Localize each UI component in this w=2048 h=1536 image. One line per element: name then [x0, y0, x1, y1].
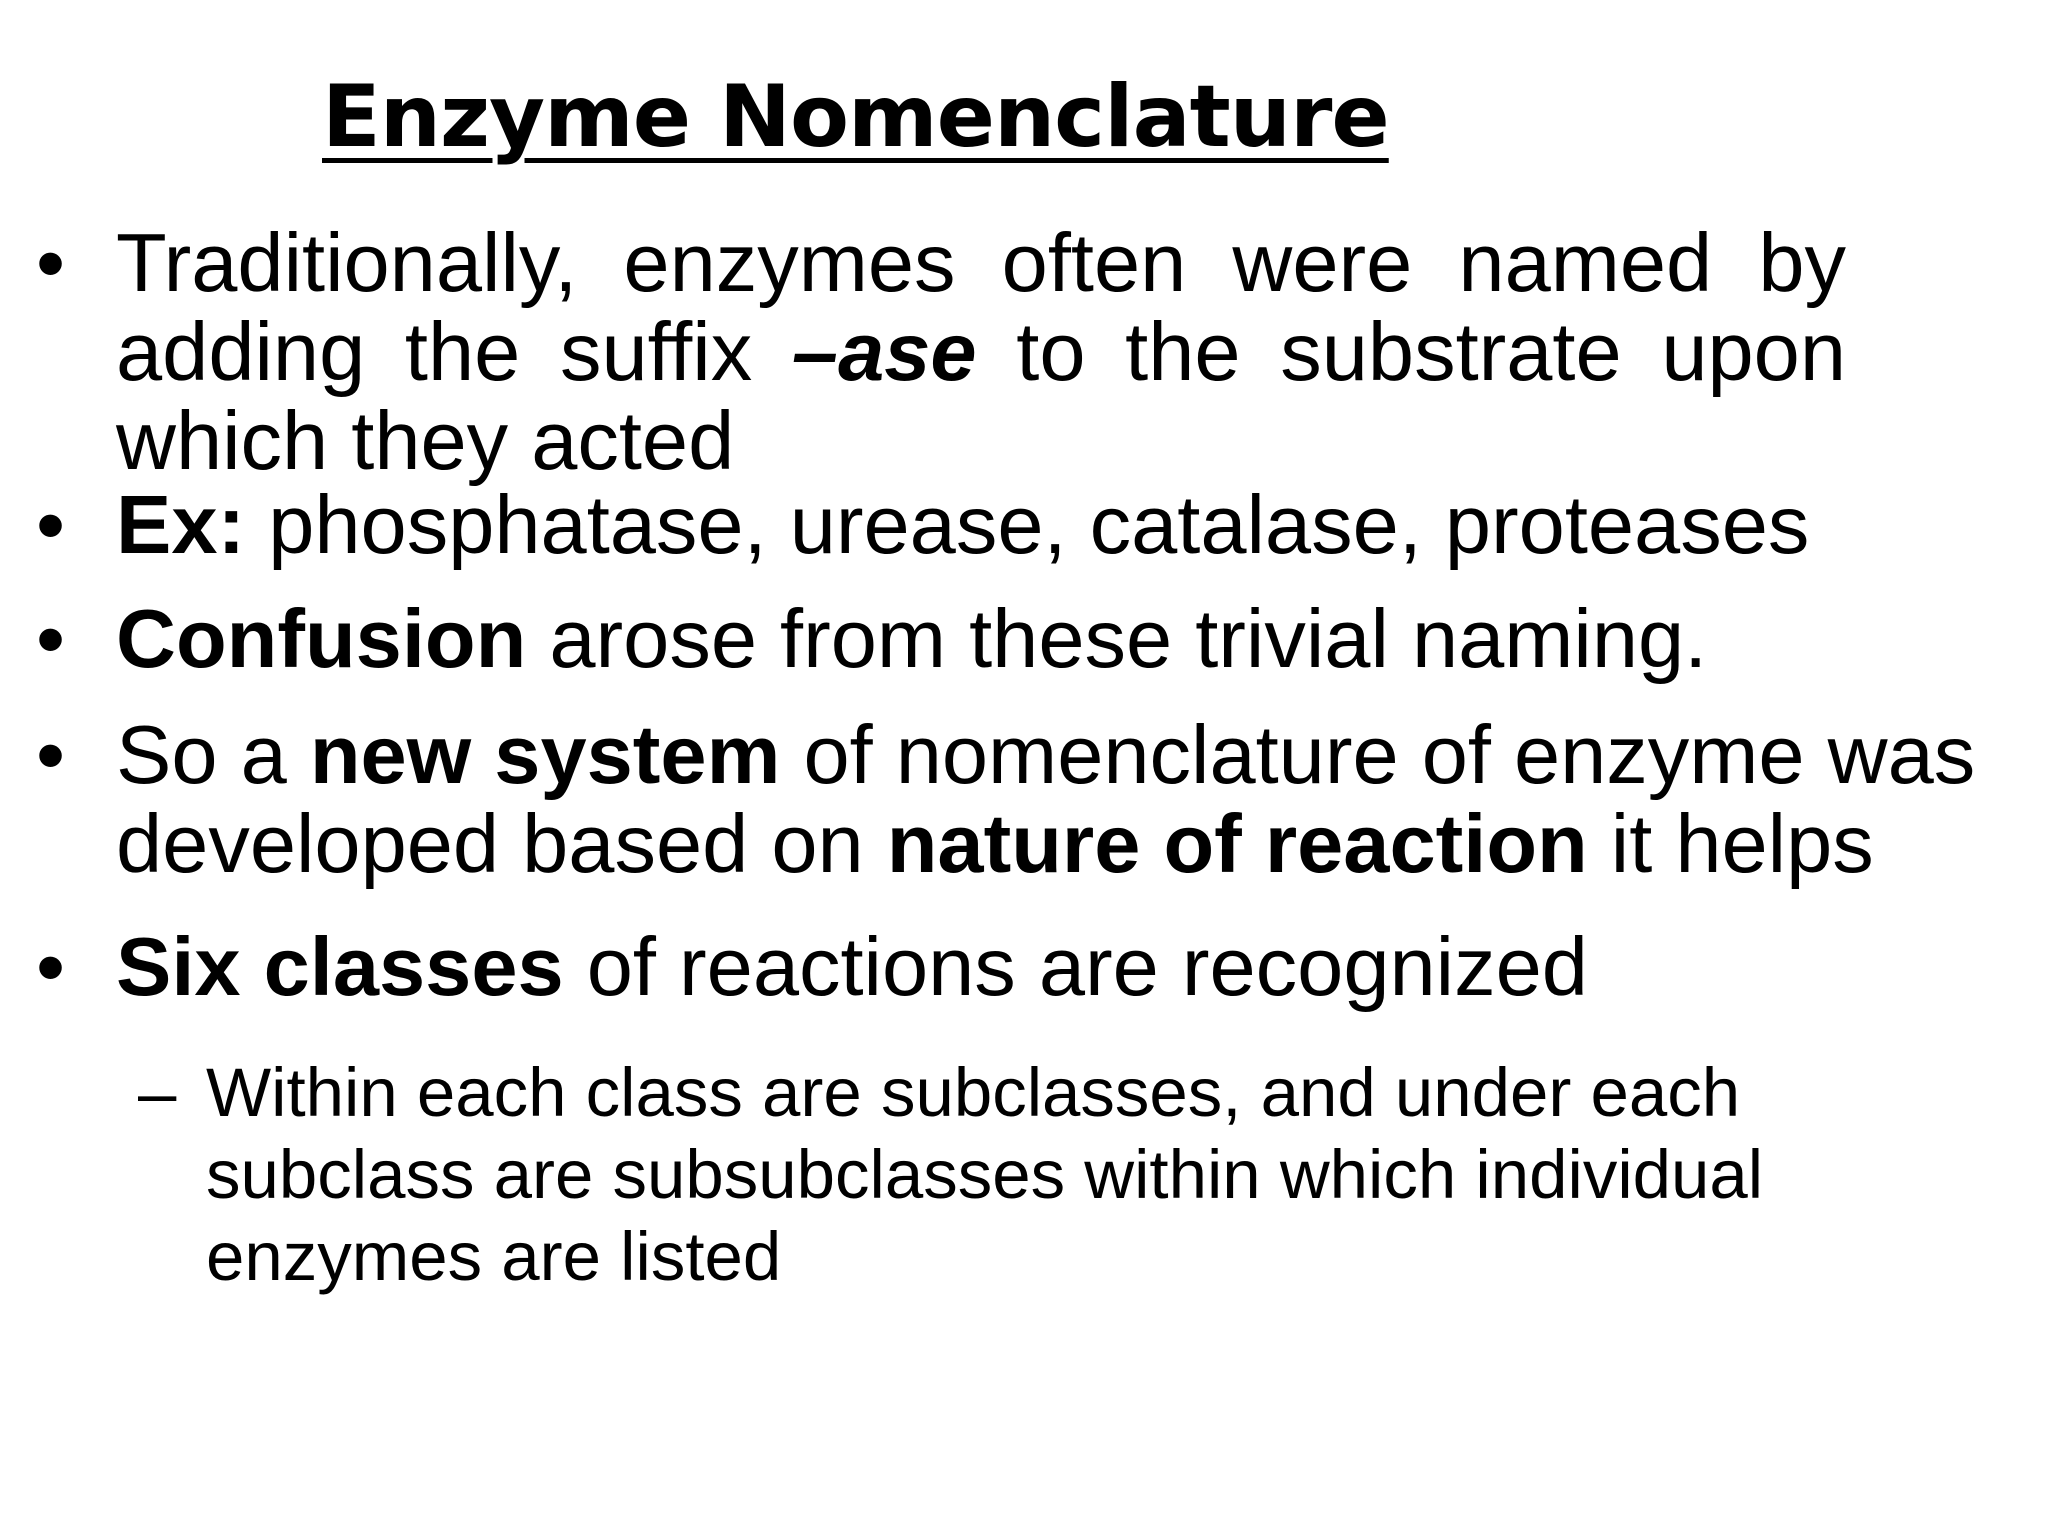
bullet-line: which they acted [116, 394, 735, 487]
bullet-marker: • [36, 920, 66, 1013]
bullet-bold-text: Ex: [116, 478, 246, 571]
bullet-text: of reactions are recognized [563, 920, 1588, 1013]
bullet-line: developed based on nature of reaction it helps [116, 797, 1874, 890]
sub-bullet-line: subclass are subsubclasses within which individual [206, 1136, 1764, 1213]
sub-bullet-item-subclasses [138, 1052, 1764, 1298]
bullet-line: Traditionally, enzymes often were named by [116, 216, 1846, 309]
bullet-item-six-classes [36, 920, 1588, 1013]
bullet-bold-text: Confusion [116, 592, 527, 685]
bullet-marker: • [36, 478, 66, 571]
bullet-item-traditional-naming [36, 216, 1846, 487]
sub-bullet-marker: – [138, 1054, 177, 1131]
bullet-item-examples [36, 478, 1810, 571]
bullet-marker: • [36, 592, 66, 685]
suffix-ase: –ase [791, 305, 977, 398]
bullet-line: adding the suffix –ase to the substrate upon [116, 305, 1846, 398]
bullet-item-new-system [36, 708, 1976, 890]
bullet-item-confusion [36, 592, 1708, 685]
bullet-marker: • [36, 216, 66, 309]
bullet-line: So a new system of nomenclature of enzyme was [116, 708, 1976, 801]
sub-bullet-line: enzymes are listed [206, 1218, 782, 1295]
bullet-text: phosphatase, urease, catalase, proteases [245, 478, 1810, 571]
bullet-bold-text: Six classes [116, 920, 564, 1013]
bullet-text: arose from these trivial naming. [526, 592, 1708, 685]
bullet-marker: • [36, 708, 66, 801]
slide-title: Enzyme Nomenclature [322, 67, 1389, 167]
sub-bullet-line: Within each class are subclasses, and under each [206, 1054, 1741, 1131]
